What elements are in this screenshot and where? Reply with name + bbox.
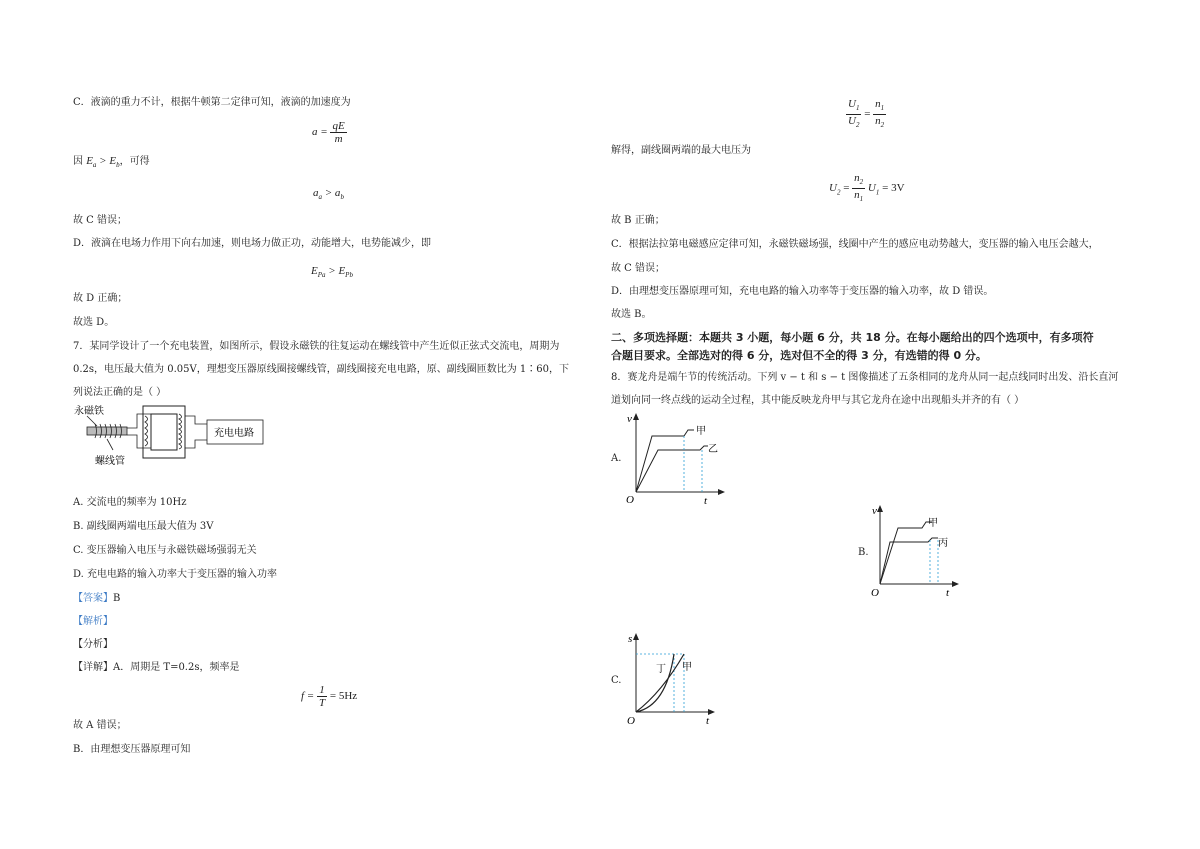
final-choice-6: 故选 D。 [73,317,115,328]
formula-acceleration: a = $\frac{qE}{m}$ [312,120,345,145]
section-2-header-line1: 二、多项选择题：本题共 3 小题，每小题 6 分，共 18 分。在每小题给出的四个选项中，有多项符 [611,331,1094,344]
option-d-explanation: D．液滴在电场力作用下向右加速，则电场力做正功，动能增大，电势能减少，即 [73,238,432,249]
formula-acceleration-compare: $a_a > a_b$ [313,187,344,202]
question-7-line1: 7．某同学设计了一个充电装置，如图所示，假设永磁铁的往复运动在螺线管中产生近似正弦式交流电，周期为 [73,341,560,352]
b-conclusion: 故 B 正确； [611,215,665,226]
because-line: 因 $E_a > E_b$，可得 [73,155,150,170]
formula-secondary-voltage: $U_2$ = $\frac{n_2}{n_1}$ $U_1 = 3V$ [829,172,905,204]
axis-t-label: t [946,587,950,599]
graph-b-vt [866,502,966,600]
b-explanation: B．由理想变压器原理可知 [73,744,191,755]
magnet-label: 永磁铁 [74,406,104,417]
boat-jia-label: 甲 [682,662,692,673]
solenoid-label: 螺线管 [95,456,125,467]
detail-line: 【详解】A．周期是 T=0.2s，频率是 [73,662,240,673]
graph-c-st [622,630,722,728]
boat-jia-label: 甲 [928,518,938,529]
axis-t-label: t [706,715,710,727]
option-b: B. 副线圈两端电压最大值为 3V [73,521,214,532]
c-conclusion: 故 C 错误； [73,215,128,226]
graph-a-vt [622,410,732,506]
axis-v-label: v [627,413,632,425]
question-7-line3: 列说法正确的是（ ） [73,387,167,398]
boat-jia-label: 甲 [696,426,706,437]
fenxi-label: 【分析】 [73,639,113,650]
final-choice-7: 故选 B。 [611,309,652,320]
origin-label: O [871,587,879,599]
c-explanation-line1: C．根据法拉第电磁感应定律可知，永磁铁磁场强，线圈中产生的感应电动势越大，变压器的输入电压会越大， [611,239,1099,250]
option-c-explanation: C．液滴的重力不计，根据牛顿第二定律可知，液滴的加速度为 [73,97,351,108]
option-c: C. 变压器输入电压与永磁铁磁场强弱无关 [73,545,257,556]
question-8-line2: 道划向同一终点线的运动全过程，其中能反映龙舟甲与其它龙舟在途中出现船头并齐的有（ ） [611,395,1025,406]
formula-voltage-ratio: $\frac{U_1}{U_2}$ = $\frac{n_1}{n_2}$ [848,98,885,130]
question-8-line1: 8．赛龙舟是端午节的传统活动。下列 v − t 和 s − t 图像描述了五条相同的龙舟从同一起点线同时出发、沿长直河 [611,372,1119,383]
formula-frequency: f = $\frac{1}{T}$ = 5Hz [301,684,358,709]
axis-s-label: s [628,633,633,645]
answer-line: 【答案】B [73,593,121,604]
d-conclusion: 故 D 正确； [73,293,128,304]
graph-c-label: C. [611,675,622,686]
question-7-line2: 0.2s，电压最大值为 0.05V，理想变压器原线圈接螺线管，副线圈接充电电路，原、副线圈匝数比为 1∶60，下 [73,364,569,375]
c-explanation-line2: 故 C 错误； [611,263,666,274]
option-a: A. 交流电的频率为 10Hz [73,497,187,508]
a-conclusion: 故 A 错误； [73,720,127,731]
solve-text: 解得，副线圈两端的最大电压为 [611,145,751,156]
boat-yi-label: 乙 [708,444,718,455]
origin-label: O [626,494,634,506]
graph-b-label: B. [858,547,869,558]
boat-ding-label: 丁 [656,664,666,675]
charging-circuit-label: 充电电路 [214,428,254,439]
boat-bing-label: 丙 [938,538,948,549]
charging-device-figure [73,402,273,474]
option-d: D. 充电电路的输入功率大于变压器的输入功率 [73,569,278,580]
analysis-label: 【解析】 [73,616,113,627]
graph-a-label: A. [611,453,622,464]
d-explanation: D．由理想变压器原理可知，充电电路的输入功率等于变压器的输入功率，故 D 错误。 [611,286,994,297]
axis-t-label: t [704,495,708,506]
axis-v-label: v [872,505,877,517]
origin-label: O [627,715,635,727]
formula-potential-energy: $E_{Pa} > E_{Pb}$ [311,265,353,280]
section-2-header-line2: 合题目要求。全部选对的得 6 分，选对但不全的得 3 分，有选错的得 0 分。 [611,349,987,362]
